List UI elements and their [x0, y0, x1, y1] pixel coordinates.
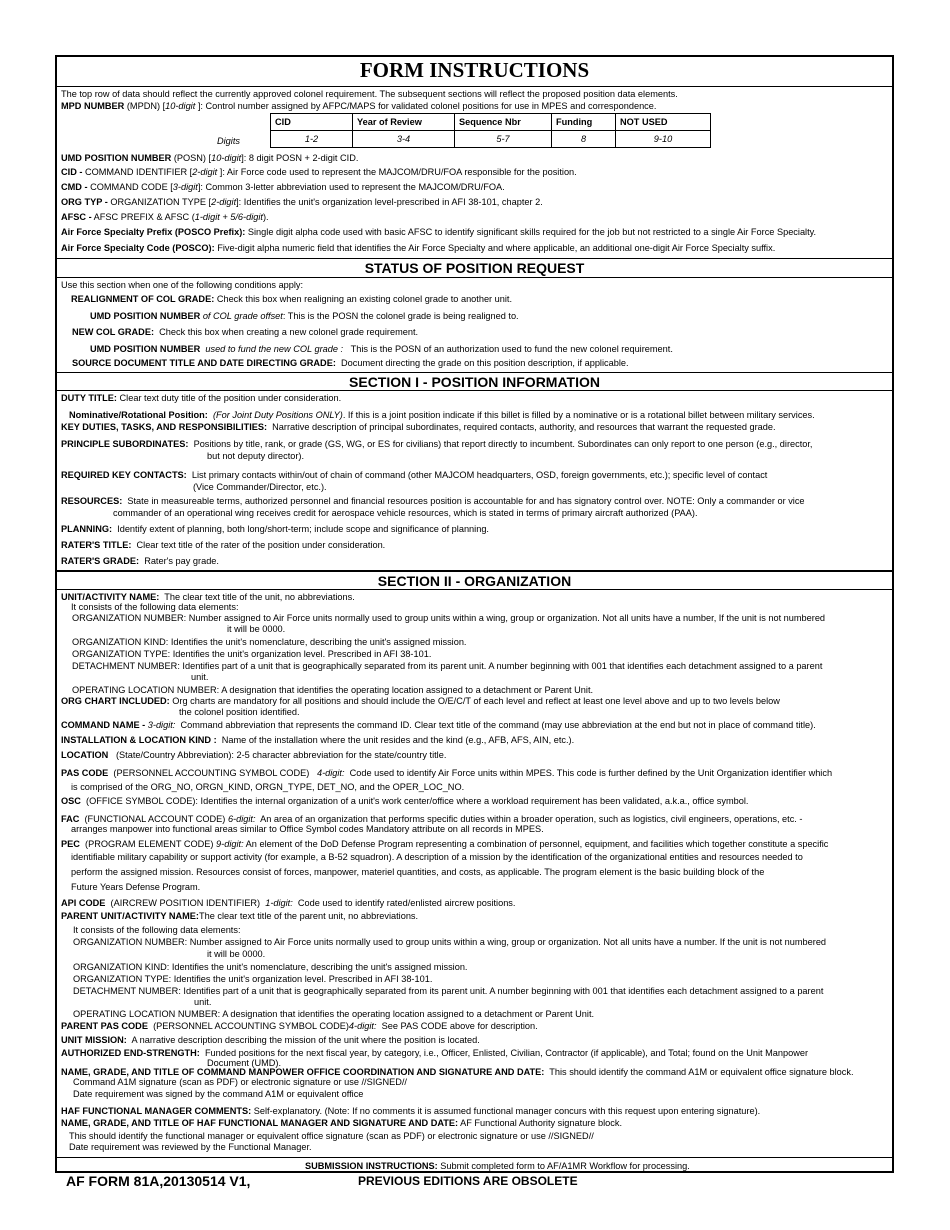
- operating-location-line: OPERATING LOCATION NUMBER: A designation that identifies the operating location assigned to a detachment or Parent Unit.: [72, 685, 594, 695]
- pec-cont-3: Future Years Defense Program.: [71, 882, 201, 892]
- divider: [57, 390, 892, 391]
- table-header: CID: [271, 114, 353, 131]
- pec-cont-2: perform the assigned mission. Resources consist of forces, manpower, materiel quantities, and costs, as applicable. The program element is the basic building block of the: [71, 867, 765, 877]
- umd-fund-line: UMD POSITION NUMBER used to fund the new COL grade : This is the POSN of an authorization used to fund the new colonel requirement.: [90, 344, 673, 354]
- planning-line: PLANNING: Identify extent of planning, both long/short-term; include scope and significance of planning.: [61, 524, 489, 534]
- authorized-end-strength-cont: Document (UMD).: [207, 1058, 282, 1068]
- section-heading-status: STATUS OF POSITION REQUEST: [364, 260, 585, 276]
- table-header: NOT USED: [616, 114, 711, 131]
- form-instructions-page: [55, 55, 894, 1173]
- parent-detachment-number-cont: unit.: [194, 997, 212, 1007]
- table-cell: 3-4: [353, 131, 455, 148]
- section-heading-organization: SECTION II - ORGANIZATION: [377, 573, 572, 589]
- parent-detachment-number-line: DETACHMENT NUMBER: Identifies part of a unit that is geographically separated from its parent unit. A number beginning with 001 that identifies each detachment assigned to a parent: [73, 986, 824, 996]
- obsolete-notice: PREVIOUS EDITIONS ARE OBSOLETE: [358, 1174, 578, 1188]
- parent-organization-type-line: ORGANIZATION TYPE: Identifies the unit's organization level. Prescribed in AFI 38-101.: [73, 974, 433, 984]
- posco-prefix-line: Air Force Specialty Prefix (POSCO Prefix): Single digit alpha code used with basic AFSC to identify significant skills required for the job but not restricted to a single Air Force Specialty.: [61, 227, 817, 237]
- parent-organization-number-cont: it will be 0000.: [207, 949, 266, 959]
- haf-signature-line: NAME, GRADE, AND TITLE OF HAF FUNCTIONAL MANAGER AND SIGNATURE AND DATE: AF Functional Authority signature block.: [61, 1118, 623, 1128]
- raters-grade-line: RATER'S GRADE: Rater's pay grade.: [61, 556, 219, 566]
- posn-line: UMD POSITION NUMBER (POSN) [10-digit]: 8 digit POSN + 2-digit CID.: [61, 153, 359, 163]
- pas-code-cont: is comprised of the ORG_NO, ORGN_KIND, ORGN_TYPE, DET_NO, and the OPER_LOC_NO.: [71, 782, 465, 792]
- source-document-line: SOURCE DOCUMENT TITLE AND DATE DIRECTING GRADE: Document directing the grade on this position description, if applicable.: [72, 358, 629, 368]
- org-typ-line: ORG TYP - ORGANIZATION TYPE [2-digit]: Identifies the unit's organization level-prescribed in AFI 38-101, chapter 2.: [61, 197, 543, 207]
- cid-line: CID - COMMAND IDENTIFIER [2-digit ]: Air Force code used to represent the MAJCOM/DRU/FOA responsible for the position.: [61, 167, 577, 177]
- organization-number-cont: it will be 0000.: [227, 624, 286, 634]
- realignment-line: REALIGNMENT OF COL GRADE: Check this box when realigning an existing colonel grade to another unit.: [71, 294, 513, 304]
- umd-offset-line: UMD POSITION NUMBER of COL grade offset: This is the POSN the colonel grade is being realigned to.: [90, 311, 519, 321]
- authorized-end-strength-line: AUTHORIZED END-STRENGTH: Funded positions for the next fiscal year, by category, i.e., Officer, Enlisted, Civilian, Contractor (if applicable), and Total; found on the Unit Manpower: [61, 1048, 809, 1058]
- section-heading-position-information: SECTION I - POSITION INFORMATION: [349, 374, 600, 390]
- divider: [57, 372, 892, 373]
- osc-line: OSC (OFFICE SYMBOL CODE): Identifies the internal organization of a unit's work center/office where a workload requirement has been validated, a.k.a., office symbol.: [61, 796, 749, 806]
- intro-line: The top row of data should reflect the currently approved colonel requirement. The subsequent sections will reflect the proposed position data elements.: [61, 89, 678, 99]
- divider: [57, 570, 892, 572]
- fac-line: FAC (FUNCTIONAL ACCOUNT CODE) 6-digit: An area of an organization that performs specific duties within a broader operation, such as logistics, civil engineers, operations, etc. -: [61, 814, 803, 824]
- digits-label: Digits: [217, 136, 240, 146]
- org-chart-line: ORG CHART INCLUDED: Org charts are mandatory for all positions and should include the O/E/C/T of each level and reflect at least one level above and up to two levels below: [61, 696, 780, 706]
- page-title: FORM INSTRUCTIONS: [359, 58, 590, 82]
- table-header: Year of Review: [353, 114, 455, 131]
- posco-line: Air Force Specialty Code (POSCO): Five-digit alpha numeric field that identifies the Air Force Specialty and where applicable, an additional one-digit Air Force Specialty suffix.: [61, 243, 776, 253]
- pas-code-line: PAS CODE (PERSONNEL ACCOUNTING SYMBOL CODE) 4-digit: Code used to identify Air Force units within MPES. This code is further defined by the Unit Organization identifier which: [61, 768, 833, 778]
- duty-title-line: DUTY TITLE: Clear text duty title of the position under consideration.: [61, 393, 342, 403]
- table-row: [271, 131, 711, 148]
- nominative-line: Nominative/Rotational Position: (For Joint Duty Positions ONLY). If this is a joint position indicate if this billet is filled by a nominative or is a rotational billet between military services.: [69, 410, 815, 420]
- organization-kind-line: ORGANIZATION KIND: Identifies the unit's nomenclature, describing the unit's assigned mission.: [72, 637, 467, 647]
- cmd-line: CMD - COMMAND CODE [3-digit]: Common 3-letter abbreviation used to represent the MAJCOM/DRU/FOA.: [61, 182, 505, 192]
- mpdn-table: [270, 113, 711, 148]
- api-code-line: API CODE (AIRCREW POSITION IDENTIFIER) 1-digit: Code used to identify rated/enlisted aircrew positions.: [61, 898, 516, 908]
- table-row: [271, 114, 711, 131]
- principle-subordinates-line: PRINCIPLE SUBORDINATES: Positions by title, rank, or grade (GS, WG, or ES for civilians) that report directly to incumbent. Subordinates can only report to one person (e.g., director,: [61, 439, 813, 449]
- table-cell: 9-10: [616, 131, 711, 148]
- divider: [57, 258, 892, 259]
- submission-instructions: SUBMISSION INSTRUCTIONS: Submit completed form to AF/A1MR Workflow for processing.: [305, 1161, 690, 1171]
- detachment-number-cont: unit.: [191, 672, 209, 682]
- table-header: Sequence Nbr: [455, 114, 552, 131]
- haf-signature-cont: This should identify the functional manager or equivalent office signature (scan as PDF) or electronic signature or use //SIGNED//: [69, 1131, 594, 1141]
- raters-title-line: RATER'S TITLE: Clear text title of the rater of the position under consideration.: [61, 540, 386, 550]
- status-intro: Use this section when one of the following conditions apply:: [61, 280, 304, 290]
- organization-number-line: ORGANIZATION NUMBER: Number assigned to Air Force units normally used to group units within a wing, group or organization. Not all units have a number, If the unit is not numbered: [72, 613, 826, 623]
- divider: [57, 589, 892, 590]
- installation-line: INSTALLATION & LOCATION KIND : Name of the installation where the unit resides and the kind (e.g., AFB, AFS, AIN, etc.).: [61, 735, 575, 745]
- divider: [57, 277, 892, 278]
- mpdn-line: MPD NUMBER (MPDN) [10-digit ]: Control number assigned by AFPC/MAPS for validated colonel positions for use in MPES and correspondence.: [61, 101, 657, 111]
- table-cell: 5-7: [455, 131, 552, 148]
- pec-cont-1: identifiable military capability or support activity (for example, a B-52 squadron). A description of a mission by the identification of the organizational entities and resources needed to: [71, 852, 803, 862]
- principle-subordinates-cont: but not deputy director).: [207, 451, 305, 461]
- divider: [57, 86, 892, 87]
- command-manpower-date-line: Date requirement was signed by the command A1M or equivalent office: [73, 1089, 364, 1099]
- parent-organization-number-line: ORGANIZATION NUMBER: Number assigned to Air Force units normally used to group units within a wing, group or organization. Not all units have a number. If the unit is not numbered: [73, 937, 827, 947]
- required-contacts-line: REQUIRED KEY CONTACTS: List primary contacts within/out of chain of command (other MAJCOM headquarters, OSD, foreign governments, etc.); specific level of contact: [61, 470, 768, 480]
- key-duties-line: KEY DUTIES, TASKS, AND RESPONSIBILITIES: Narrative description of principal subordinates, required contacts, authority, and resources that warrant the requested grade.: [61, 422, 776, 432]
- fac-cont: arranges manpower into functional areas similar to Office Symbol codes Mandatory attribute on all records in MPES.: [71, 824, 544, 834]
- parent-organization-kind-line: ORGANIZATION KIND: Identifies the unit's nomenclature, describing the unit's assigned mission.: [73, 962, 468, 972]
- unit-mission-line: UNIT MISSION: A narrative description describing the mission of the unit where the position is located.: [61, 1035, 480, 1045]
- detachment-number-line: DETACHMENT NUMBER: Identifies part of a unit that is geographically separated from its parent unit. A number beginning with 001 that identifies each detachment assigned to a parent: [72, 661, 823, 671]
- resources-line: RESOURCES: State in measureable terms, authorized personnel and financial resources position is accountable for and has signatory control over. NOTE: Only a commander or vice: [61, 496, 805, 506]
- form-identifier: AF FORM 81A,20130514 V1,: [66, 1173, 251, 1189]
- divider: [57, 1157, 892, 1158]
- org-chart-cont: the colonel position identified.: [179, 707, 300, 717]
- haf-comments-line: HAF FUNCTIONAL MANAGER COMMENTS: Self-explanatory. (Note: If no comments it is assumed functional manager concurs with this request upon entering signature).: [61, 1106, 761, 1116]
- pec-line: PEC (PROGRAM ELEMENT CODE) 9-digit: An element of the DoD Defense Program representing a combination of personnel, equipment, and facilities which together constitute a specific: [61, 839, 829, 849]
- table-cell: 8: [552, 131, 616, 148]
- command-manpower-signature-line: NAME, GRADE, AND TITLE OF COMMAND MANPOWER OFFICE COORDINATION AND SIGNATURE AND DATE: This should identify the command A1M or equivalent office signature block.: [61, 1067, 854, 1077]
- location-line: LOCATION (State/Country Abbreviation): 2-5 character abbreviation for the state/country title.: [61, 750, 447, 760]
- required-contacts-cont: (Vice Commander/Director, etc.).: [193, 482, 327, 492]
- haf-date-line: Date requirement was reviewed by the Functional Manager.: [69, 1142, 312, 1152]
- table-cell: 1-2: [271, 131, 353, 148]
- table-header: Funding: [552, 114, 616, 131]
- parent-unit-line: PARENT UNIT/ACTIVITY NAME:The clear text title of the parent unit, no abbreviations.: [61, 911, 419, 921]
- unit-activity-name-line: UNIT/ACTIVITY NAME: The clear text title of the unit, no abbreviations.: [61, 592, 355, 602]
- organization-type-line: ORGANIZATION TYPE: Identifies the unit's organization level. Prescribed in AFI 38-101.: [72, 649, 432, 659]
- new-col-grade-line: NEW COL GRADE: Check this box when creating a new colonel grade requirement.: [72, 327, 419, 337]
- command-manpower-signature-cont: Command A1M signature (scan as PDF) or electronic signature or use //SIGNED//: [73, 1077, 407, 1087]
- parent-pas-code-line: PARENT PAS CODE (PERSONNEL ACCOUNTING SYMBOL CODE)4-digit: See PAS CODE above for description.: [61, 1021, 538, 1031]
- consists-line: It consists of the following data elements:: [71, 602, 239, 612]
- consists-line-2: It consists of the following data elements:: [73, 925, 241, 935]
- afsc-line: AFSC - AFSC PREFIX & AFSC (1-digit + 5/6-digit).: [61, 212, 269, 222]
- command-name-line: COMMAND NAME - 3-digit: Command abbreviation that represents the command ID. Clear text title of the command (may use abbreviation at the end but not in place of command title).: [61, 720, 816, 730]
- resources-cont: commander of an operational wing receives credit for aerospace vehicle resources, which is stated in terms of primary aircraft authorized (PAA).: [113, 508, 698, 518]
- parent-operating-location-line: OPERATING LOCATION NUMBER: A designation that identifies the operating location assigned to a detachment or Parent Unit.: [73, 1009, 595, 1019]
